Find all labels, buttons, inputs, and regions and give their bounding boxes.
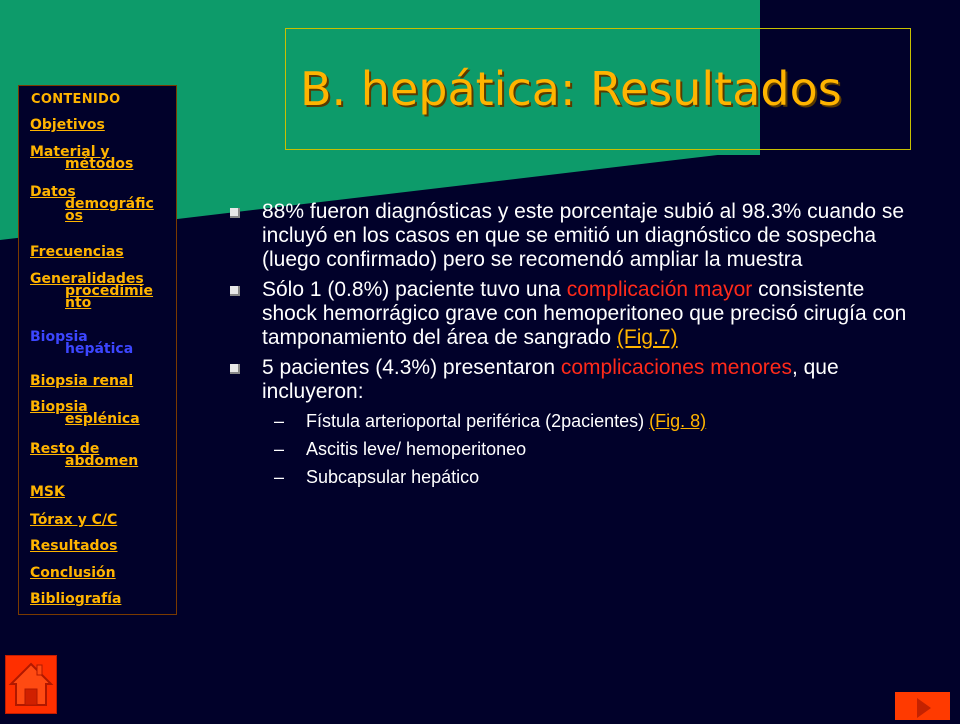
- sub-item-fistula: – Fístula arterioportal periférica (2pacientes) (Fig. 8): [274, 411, 707, 431]
- sidebar-item-resultados[interactable]: Resultados: [30, 538, 118, 554]
- home-button[interactable]: [5, 655, 57, 714]
- sidebar-item-conclusion[interactable]: Conclusión: [30, 565, 116, 581]
- sidebar-item-generalidades[interactable]: Generalidades procedimie nto: [30, 271, 154, 311]
- sidebar-heading: CONTENIDO: [31, 92, 121, 107]
- fig8-link[interactable]: (Fig. 8): [649, 411, 707, 431]
- sidebar-item-material-metodos[interactable]: Material y métodos: [30, 144, 134, 172]
- square-bullet-icon: [230, 286, 240, 296]
- bullet-diagnosticas: 88% fueron diagnósticas y este porcentaje subió al 98.3% cuando se incluyó en los casos en que se emitió un diagnóstico de sospecha (luego confirmado) pero se recomendó ampliar la muestra: [228, 200, 908, 272]
- fig7-link[interactable]: (Fig.7): [616, 326, 678, 349]
- square-bullet-icon: [230, 364, 240, 374]
- square-bullet-icon: [230, 208, 240, 218]
- slide-content: [228, 200, 908, 494]
- sidebar-item-biopsia-hepatica: Biopsia hepática: [30, 329, 134, 357]
- arrow-right-icon: [895, 692, 950, 720]
- dash-marker: –: [274, 467, 285, 487]
- sub-item-ascitis: – Ascitis leve/ hemoperitoneo: [274, 439, 527, 459]
- sidebar: [18, 85, 177, 615]
- sidebar-item-biopsia-esplenica[interactable]: Biopsia esplénica: [30, 399, 140, 427]
- sidebar-item-torax[interactable]: Tórax y C/C: [30, 512, 118, 528]
- dash-marker: –: [274, 439, 285, 459]
- sidebar-item-objetivos[interactable]: Objetivos: [30, 117, 105, 133]
- home-icon: [6, 656, 56, 713]
- slide-title: B. hepática: Resultados: [300, 62, 842, 116]
- highlight-complicacion-mayor: complicación mayor: [566, 278, 753, 301]
- sub-item-subcapsular: – Subcapsular hepático: [274, 467, 480, 487]
- sidebar-item-biopsia-renal[interactable]: Biopsia renal: [30, 373, 134, 389]
- highlight-complicaciones-menores: complicaciones menores: [560, 356, 792, 379]
- bullet-complicaciones-menores: 5 pacientes (4.3%) presentaron complicaciones menores, que incluyeron:: [228, 356, 908, 404]
- sidebar-item-resto-abdomen[interactable]: Resto de abdomen: [30, 441, 139, 469]
- sidebar-item-msk[interactable]: MSK: [30, 484, 65, 500]
- sidebar-item-datos-demograficos[interactable]: Datos demográfic os: [30, 184, 154, 224]
- next-slide-button[interactable]: [895, 692, 950, 720]
- sidebar-item-frecuencias[interactable]: Frecuencias: [30, 244, 124, 260]
- bullet-complicacion-mayor: Sólo 1 (0.8%) paciente tuvo una complicación mayor consistente shock hemorrágico grave con hemoperitoneo que precisó cirugía con tamponamiento del área de sangrado (Fig.7): [228, 278, 908, 350]
- dash-marker: –: [274, 411, 285, 431]
- sidebar-item-bibliografia[interactable]: Bibliografía: [30, 591, 122, 607]
